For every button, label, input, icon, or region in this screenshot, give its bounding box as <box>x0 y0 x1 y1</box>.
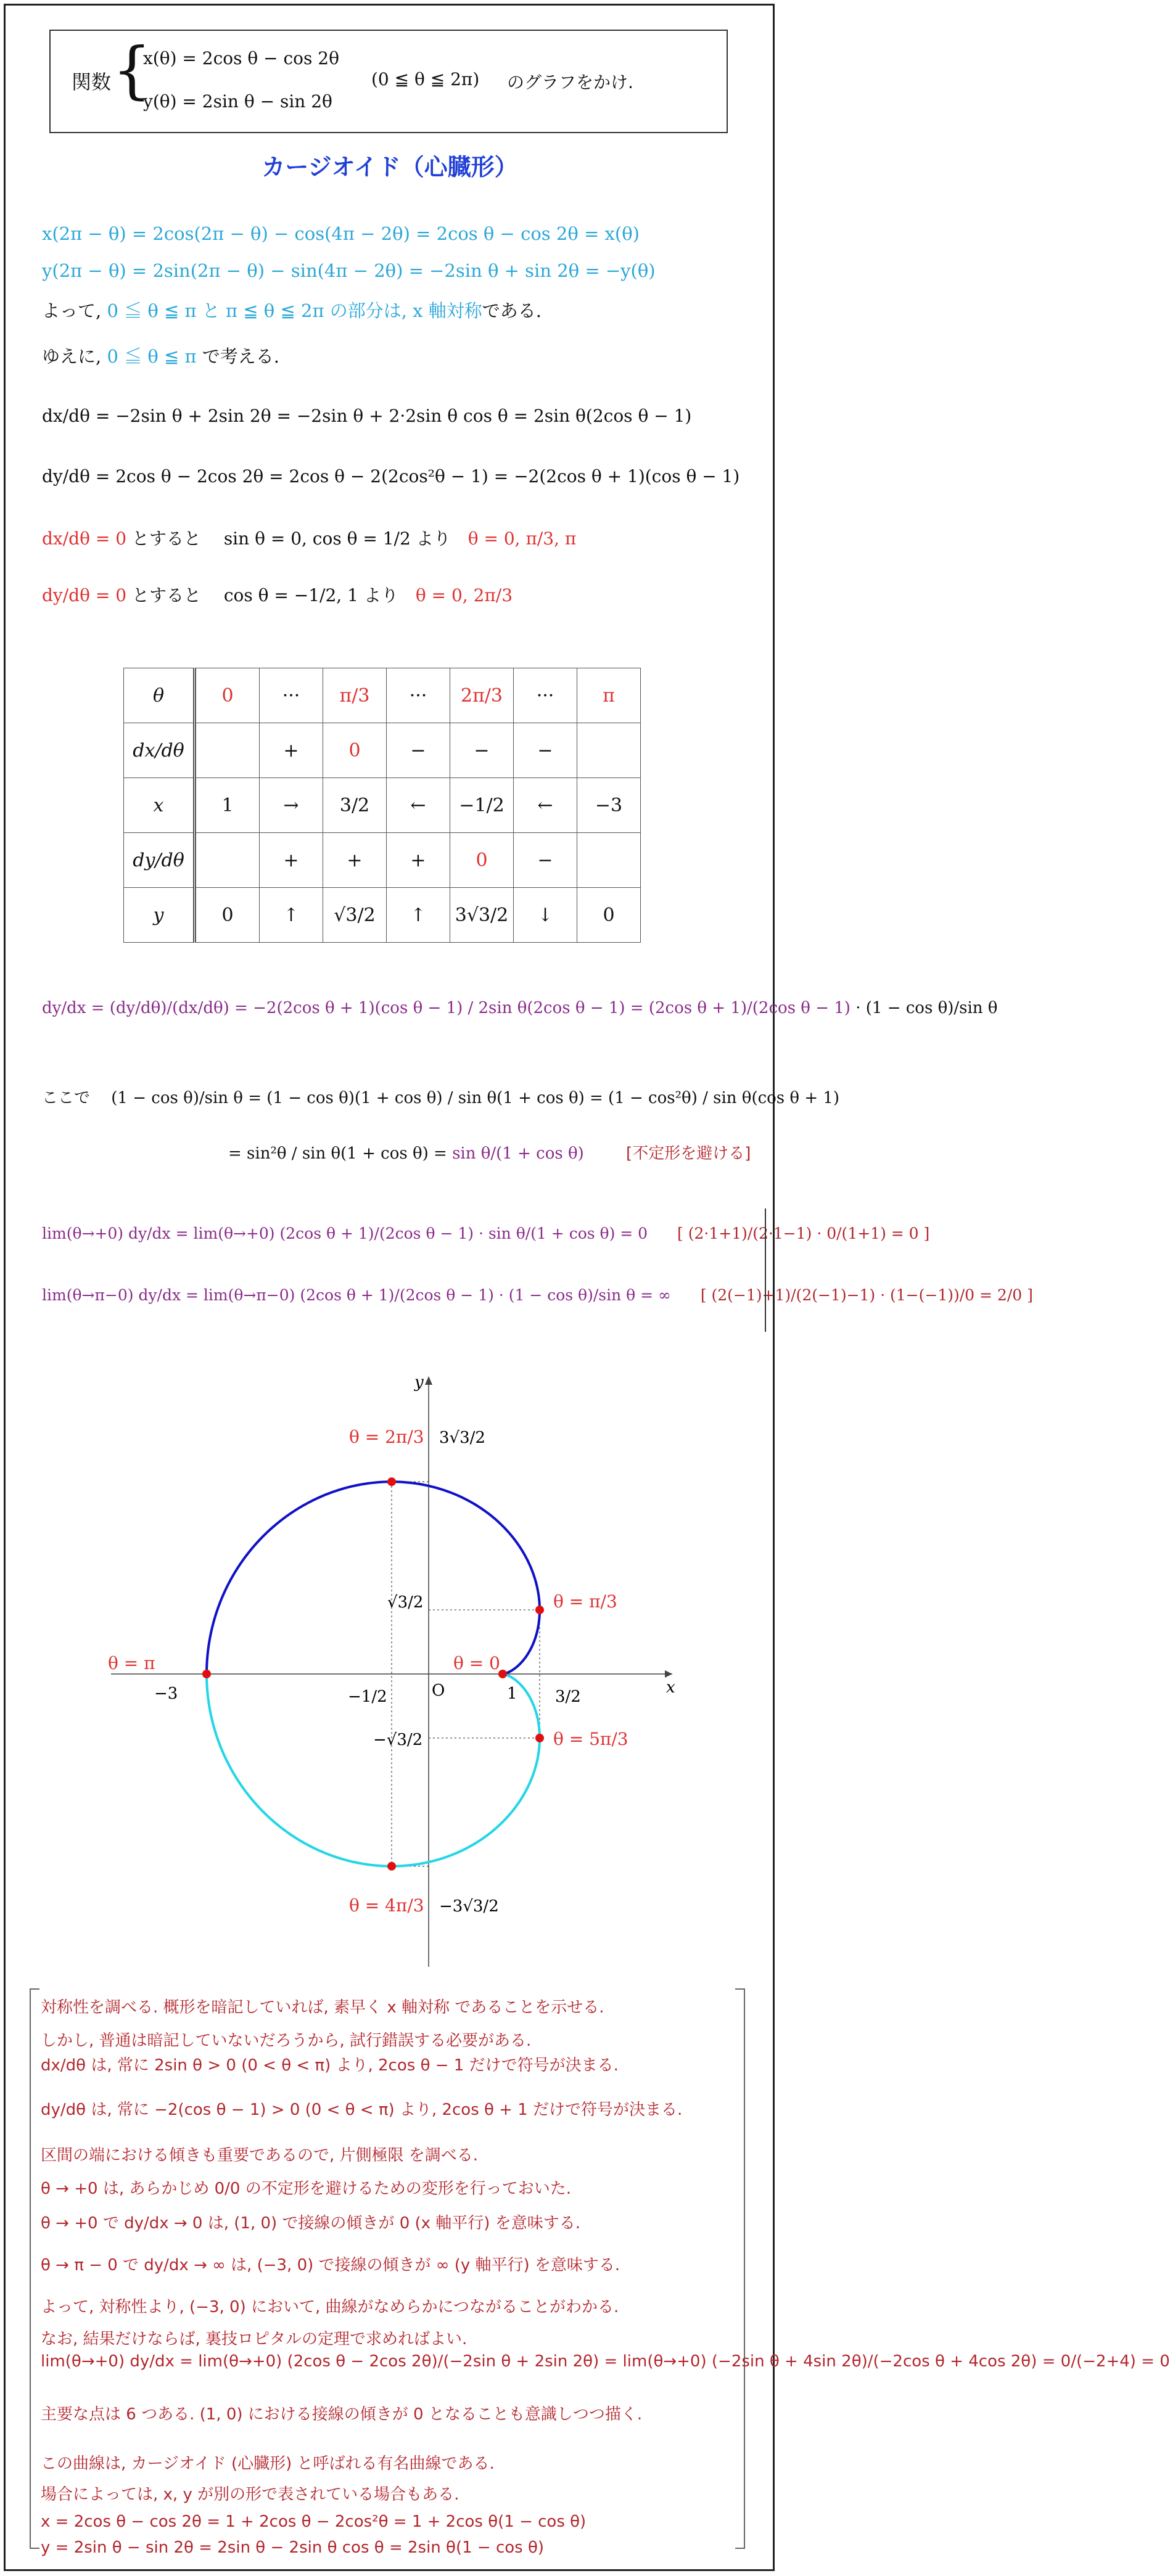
right-bracket <box>735 1988 745 2549</box>
side-bar <box>761 1208 766 1332</box>
label-theta-pi3: θ = π/3 <box>553 1591 617 1612</box>
table-cell: π/3 <box>323 668 387 723</box>
note-line: θ → +0 は, あらかじめ 0/0 の不定形を避けるための変形を行っておいた. <box>41 2180 571 2198</box>
note-line: 場合によっては, x, y が別の形で表されている場合もある. <box>41 2485 459 2504</box>
table-cell: 0 <box>195 668 260 723</box>
note-line: θ → +0 で dy/dx → 0 は, (1, 0) で接線の傾きが 0 (x 軸平行) を意味する. <box>41 2214 580 2233</box>
label-neg-3sqrt3-2: −3√3/2 <box>439 1897 499 1916</box>
problem-prefix: 関数 <box>72 70 112 94</box>
dy-zero <box>42 582 513 607</box>
point-theta-4pi3 <box>387 1862 396 1871</box>
table-cell: − <box>514 833 577 888</box>
table-cell: + <box>323 833 387 888</box>
cardioid-graph <box>0 1350 780 1979</box>
label-sqrt3-2: √3/2 <box>387 1593 424 1612</box>
table-cell: √3/2 <box>323 888 387 943</box>
text-highlight: (2cos θ + 1)/(2cos θ − 1) <box>648 999 851 1017</box>
point-theta-pi <box>202 1670 211 1678</box>
table-cell: 0 <box>450 833 514 888</box>
text-highlight: θ = 0, 2π/3 <box>415 585 513 605</box>
simplification-2 <box>228 1141 751 1163</box>
table-cell: π <box>577 668 641 723</box>
x-axis-arrow <box>665 1670 672 1678</box>
table-row <box>124 888 641 943</box>
note-line: なお, 結果だけならば, 裏技ロピタルの定理で求めればよい. <box>41 2330 468 2348</box>
slope-expression <box>42 999 997 1017</box>
limit-pi-minus-zero <box>42 1286 1033 1304</box>
left-bracket <box>30 1988 39 2549</box>
text: · (1 − cos θ)/sin θ <box>850 999 998 1017</box>
table-cell: ↑ <box>387 888 450 943</box>
symmetry-conclusion <box>42 297 542 322</box>
table-cell: ↑ <box>260 888 323 943</box>
problem-box <box>49 30 728 133</box>
label-top-y: 3√3/2 <box>439 1429 485 1447</box>
text-highlight: θ = 0, π/3, π <box>468 528 577 549</box>
text-highlight: 0 ≦ θ ≦ π <box>107 346 197 367</box>
table-cell <box>577 833 641 888</box>
text: よって, <box>42 300 107 321</box>
table-cell: dx/dθ <box>124 723 195 778</box>
simplification-1: ここで (1 − cos θ)/sin θ = (1 − cos θ)(1 + cos θ) / sin θ(1 + cos θ) = (1 − cos²θ) / sin θ(cos θ + 1) <box>42 1089 840 1107</box>
note-line: 区間の端における傾きも重要であるので, 片側極限 を調べる. <box>41 2146 479 2165</box>
note: [不定形を避ける] <box>626 1144 751 1163</box>
text: lim(θ→π−0) dy/dx = lim(θ→π−0) (2cos θ + 1)/(2cos θ − 1) · (1 − cos θ)/sin θ = ∞ <box>42 1286 671 1304</box>
note-line: dx/dθ は, 常に 2sin θ > 0 (0 < θ < π) より, 2cos θ − 1 だけで符号が決まる. <box>41 2056 619 2075</box>
table-cell: + <box>387 833 450 888</box>
table-cell <box>577 723 641 778</box>
note-line: x = 2cos θ − cos 2θ = 1 + 2cos θ − 2cos²θ = 1 + 2cos θ(1 − cos θ) <box>41 2512 587 2531</box>
table-cell <box>195 723 260 778</box>
text: とすると cos θ = −1/2, 1 より <box>126 585 416 605</box>
table-cell: − <box>450 723 514 778</box>
text: とすると sin θ = 0, cos θ = 1/2 より <box>126 528 468 549</box>
table-cell: → <box>260 778 323 833</box>
table-row <box>124 723 641 778</box>
note-line: しかし, 普通は暗記していないだろうから, 試行錯誤する必要がある. <box>41 2032 532 2050</box>
label-three-half: 3/2 <box>555 1688 581 1706</box>
origin-label: O <box>432 1681 445 1700</box>
text: lim(θ→+0) dy/dx = lim(θ→+0) (2cos θ + 1)/(2cos θ − 1) · sin θ/(1 + cos θ) = 0 <box>42 1224 648 1242</box>
table-cell: −3 <box>577 778 641 833</box>
table-cell: ··· <box>387 668 450 723</box>
table-cell: − <box>514 723 577 778</box>
note-line: y = 2sin θ − sin 2θ = 2sin θ − 2sin θ cos θ = 2sin θ(1 − cos θ) <box>41 2538 545 2557</box>
table-cell: 2π/3 <box>450 668 514 723</box>
point-theta-pi3 <box>535 1606 544 1614</box>
table-row <box>124 778 641 833</box>
limit-plus-zero <box>42 1224 929 1242</box>
text: で考える. <box>196 346 280 367</box>
table-cell: 3/2 <box>323 778 387 833</box>
dy-dtheta: dy/dθ = 2cos θ − 2cos 2θ = 2cos θ − 2(2cos²θ − 1) = −2(2cos θ + 1)(cos θ − 1) <box>42 466 740 486</box>
table-cell <box>195 833 260 888</box>
text: である. <box>482 300 542 321</box>
problem-suffix: のグラフをかけ. <box>507 72 633 92</box>
table-cell: −1/2 <box>450 778 514 833</box>
table-cell: ← <box>387 778 450 833</box>
table-cell: + <box>260 833 323 888</box>
table-cell: y <box>124 888 195 943</box>
text-highlight: dy/dθ = 0 <box>42 585 127 605</box>
y-axis-arrow <box>425 1376 432 1385</box>
table-cell: 3√3/2 <box>450 888 514 943</box>
variation-table <box>123 668 641 943</box>
note-line: 主要な点は 6 つある. (1, 0) における接線の傾きが 0 となることも意識しつつ描く. <box>41 2405 643 2424</box>
table-cell: ← <box>514 778 577 833</box>
range: (0 ≦ θ ≦ 2π) <box>371 69 480 89</box>
note-line: lim(θ→+0) dy/dx = lim(θ→+0) (2cos θ − 2cos 2θ)/(−2sin θ + 2sin 2θ) = lim(θ→+0) (−2sin θ + 4sin 2θ)/(−2cos θ + 4cos 2θ) = 0/(−2+4) = 0 <box>41 2352 1170 2371</box>
text: dy/dx = (dy/dθ)/(dx/dθ) = −2(2cos θ + 1)(cos θ − 1) / 2sin θ(2cos θ − 1) = <box>42 999 649 1017</box>
note: [ (2(−1)+1)/(2(−1)−1) · (1−(−1))/0 = 2/0 ] <box>700 1286 1033 1304</box>
label-minus3: −3 <box>154 1684 178 1703</box>
table-cell: 1 <box>195 778 260 833</box>
text-highlight: 0 ≦ θ ≦ π と π ≦ θ ≦ 2π の部分は, x 軸対称 <box>107 300 482 321</box>
y-axis-label: y <box>414 1373 424 1392</box>
table-cell: ↓ <box>514 888 577 943</box>
text: ゆえに, <box>42 346 107 367</box>
table-cell: x <box>124 778 195 833</box>
note: [ (2·1+1)/(2·1−1) · 0/(1+1) = 0 ] <box>677 1224 930 1242</box>
x-axis-label: x <box>666 1678 675 1697</box>
note-line: dy/dθ は, 常に −2(cos θ − 1) > 0 (0 < θ < π) より, 2cos θ + 1 だけで符号が決まる. <box>41 2101 683 2119</box>
note-line: この曲線は, カージオイド (心臓形) と呼ばれる有名曲線である. <box>41 2455 495 2473</box>
range-restriction <box>42 343 279 368</box>
label-theta-2pi3: θ = 2π/3 <box>349 1427 424 1447</box>
label-neg-sqrt3-2: −√3/2 <box>373 1731 423 1749</box>
label-one: 1 <box>507 1684 517 1703</box>
table-cell: 0 <box>577 888 641 943</box>
y-equation: y(θ) = 2sin θ − sin 2θ <box>143 91 332 112</box>
table-cell: 0 <box>195 888 260 943</box>
table-row <box>124 833 641 888</box>
point-theta-5pi3 <box>535 1734 544 1742</box>
dx-zero <box>42 525 576 550</box>
point-theta-2pi3 <box>387 1477 396 1486</box>
label-theta-pi: θ = π <box>108 1653 155 1673</box>
text-highlight: sin θ/(1 + cos θ) <box>452 1144 584 1163</box>
note-line: よって, 対称性より, (−3, 0) において, 曲線がなめらかにつながることがわかる. <box>41 2298 619 2316</box>
label-theta-4pi3: θ = 4π/3 <box>349 1895 424 1916</box>
x-equation: x(θ) = 2cos θ − cos 2θ <box>143 48 339 68</box>
table-cell: dy/dθ <box>124 833 195 888</box>
text-highlight: dx/dθ = 0 <box>42 528 127 549</box>
table-row <box>124 668 641 723</box>
dx-dtheta: dx/dθ = −2sin θ + 2sin 2θ = −2sin θ + 2·2sin θ cos θ = 2sin θ(2cos θ − 1) <box>42 406 692 426</box>
upper-curve <box>207 1482 540 1674</box>
table-cell: ··· <box>260 668 323 723</box>
note-line: θ → π − 0 で dy/dx → ∞ は, (−3, 0) で接線の傾きが ∞ (y 軸平行) を意味する. <box>41 2256 620 2275</box>
table-cell: + <box>260 723 323 778</box>
table-cell: θ <box>124 668 195 723</box>
symmetry-y: y(2π − θ) = 2sin(2π − θ) − sin(4π − 2θ) = −2sin θ + sin 2θ = −y(θ) <box>42 260 656 281</box>
symmetry-x: x(2π − θ) = 2cos(2π − θ) − cos(4π − 2θ) = 2cos θ − cos 2θ = x(θ) <box>42 223 640 244</box>
brace: { <box>112 34 152 106</box>
note-line: 対称性を調べる. 概形を暗記していれば, 素早く x 軸対称 であることを示せる. <box>41 1998 604 2017</box>
text: = sin²θ / sin θ(1 + cos θ) = <box>228 1144 453 1163</box>
table-cell: 0 <box>323 723 387 778</box>
table-cell: − <box>387 723 450 778</box>
commentary <box>30 1988 1170 2557</box>
table-cell: ··· <box>514 668 577 723</box>
label-theta-5pi3: θ = 5π/3 <box>553 1729 628 1749</box>
label-theta-0: θ = 0 <box>453 1653 500 1673</box>
page-title: カージオイド（心臓形） <box>262 154 518 181</box>
label-minus-half: −1/2 <box>348 1688 387 1706</box>
